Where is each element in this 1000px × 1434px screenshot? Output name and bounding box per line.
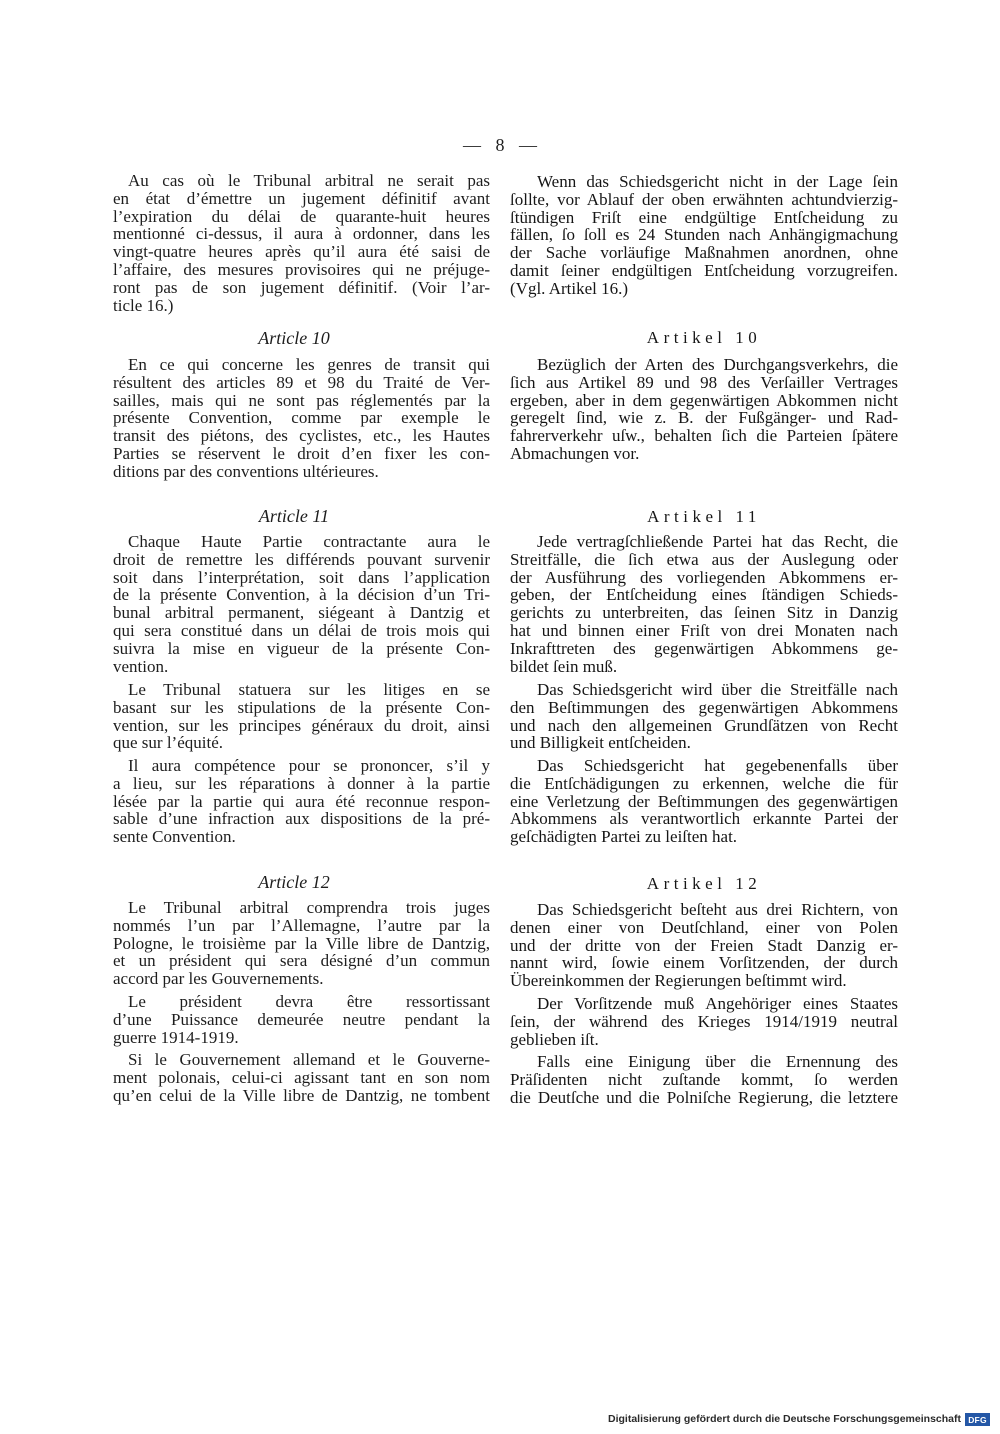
text-line: qui sera constitué dans un délai de trois mois qui	[113, 620, 490, 640]
text-line: ergeben, aber in dem gegenwärtigen Abkommen nicht	[510, 390, 898, 410]
paragraph	[510, 356, 898, 463]
text-line: vention, sur les principes généraux du droit, ainsi	[113, 715, 490, 735]
text-line: Der Vorſitzende muß Angehöriger eines Staates	[537, 994, 898, 1013]
text-line: Das Schiedsgericht hat gegebenenfalls über	[537, 756, 898, 775]
article-heading: Artikel 12	[646, 874, 762, 893]
text-line: Le Tribunal statuera sur les litiges en se	[128, 680, 490, 699]
text-line: Si le Gouvernement allemand et le Gouverne-	[128, 1050, 490, 1069]
text-line: accord par les Gouvernements.	[113, 969, 324, 989]
text-line: fällen, ſo ſoll es 24 Stunden nach Anhängigmachung	[510, 225, 898, 245]
text-line: vention.	[113, 656, 169, 676]
text-line: ſein, der während des Krieges 1914/1919 neutral	[510, 1011, 898, 1031]
text-line: bildet ſein muß.	[510, 656, 618, 676]
text-line: bunal arbitral permanent, siégeant à Dantzig et	[113, 603, 490, 623]
text-line: et un président qui sera désigné d’un commun	[113, 951, 490, 971]
paragraph	[510, 1053, 898, 1106]
text-line: ſtündigen Friſt eine endgültige Entſcheidung zu	[510, 207, 898, 227]
text-line: ſich aus Artikel 89 und 98 des Verſailler Vertrages	[510, 372, 898, 392]
text-line: Jede vertragſchließende Partei hat das Recht, die	[537, 532, 898, 551]
text-line: vingt-quatre heures après qu’il aura été saisi de	[113, 242, 490, 262]
text-line: qu’en celui de la Ville libre de Dantzig, ne tombent	[113, 1085, 490, 1105]
text-line: (Vgl. Artikel 16.)	[510, 278, 629, 298]
text-line: Inkrafttreten des gegenwärtigen Abkommens ge-	[510, 638, 898, 658]
paragraph	[113, 757, 490, 846]
text-line: droit de remettre les différends pouvant survenir	[113, 549, 490, 569]
text-line: Das Schiedsgericht wird über die Streitfälle nach	[537, 680, 898, 699]
dfg-logo	[965, 1413, 990, 1426]
text-line: a lieu, sur les réparations à donner à la partie	[113, 773, 490, 793]
text-line: Le président devra être ressortissant	[128, 992, 490, 1011]
paragraph	[113, 681, 490, 752]
text-line: und der dritte von der Freien Stadt Danzig er-	[510, 935, 898, 955]
paragraph	[113, 533, 490, 675]
text-line: und nach den allgemeinen Grundſätzen von Recht	[510, 715, 898, 735]
text-line: guerre 1914-1919.	[113, 1027, 239, 1047]
article-heading: Artikel 11	[647, 507, 761, 526]
text-line: l’affaire, des mesures provisoires qui ne préjuge-	[113, 259, 490, 279]
text-line: Il aura compétence pour se prononcer, s’il y	[128, 756, 490, 775]
paragraph	[113, 172, 490, 314]
text-line: résultent des articles 89 et 98 du Traité de Ver-	[113, 372, 490, 392]
text-line: und Billigkeit entſcheiden.	[510, 733, 691, 753]
text-line: Abkommens als verantwortlich erkannte Partei der	[510, 809, 898, 829]
text-line: Das Schiedsgericht beſteht aus drei Richtern, von	[537, 900, 898, 919]
text-line: Pologne, le troisième par la Ville libre de Dantzig,	[113, 933, 490, 953]
text-line: ſollte, vor Ablauf der oben erwähnten achtundvierzig-	[510, 189, 898, 209]
text-line: suivra la mise en vigueur de la présente Con-	[113, 638, 490, 658]
digitization-credit: Digitalisierung gefördert durch die Deutsche Forschungsgemeinschaft	[608, 1413, 961, 1425]
text-line: geben, der Entſcheidung eines ſtändigen Schieds-	[510, 585, 898, 605]
text-line: que sur l’équité.	[113, 733, 223, 753]
text-line: Falls eine Einigung über die Ernennung des	[537, 1052, 898, 1071]
paragraph	[113, 356, 490, 481]
paragraph	[510, 757, 898, 846]
text-line: Le Tribunal arbitral comprendra trois juges	[128, 898, 490, 917]
page-number: — 8 —	[463, 135, 537, 155]
text-line: hat und binnen einer Friſt von drei Monaten nach	[510, 620, 898, 640]
text-line: ditions par des conventions ultérieures.	[113, 461, 379, 481]
paragraph	[510, 681, 898, 752]
text-line: basant sur les stipulations de la présente Con-	[113, 697, 490, 717]
text-line: nommés l’un par l’Allemagne, l’autre par la	[113, 915, 490, 935]
text-line: fahrerverkehr uſw., behalten ſich die Parteien ſpätere	[510, 426, 898, 446]
text-line: Präſidenten nicht zuſtande kommt, ſo werden	[510, 1069, 898, 1089]
text-line: mentionné ci-dessus, il aura à ordonner, dans les	[113, 224, 490, 244]
paragraph	[510, 901, 898, 990]
text-line: ment polonais, celui-ci agissant tant en son nom	[113, 1067, 490, 1087]
paragraph	[510, 173, 898, 298]
text-line: eine Verletzung der Beſtimmungen des gegenwärtigen	[510, 791, 898, 811]
text-line: sente Convention.	[113, 827, 236, 847]
text-line: geblieben iſt.	[510, 1029, 599, 1049]
text-line: lésée par la partie qui aura été reconnue respon-	[113, 791, 490, 811]
text-line: sailles, mais qui ne sont pas réglementés par la	[113, 390, 490, 410]
text-line: Streitfälle, die ſich etwa aus der Auslegung oder	[510, 549, 898, 569]
article-heading: Artikel 10	[646, 328, 762, 347]
text-line: Übereinkommen der Regierungen beſtimmt wird.	[510, 971, 847, 991]
text-line: de la présente Convention, à la décision d’un Tri-	[113, 585, 490, 605]
article-heading: Article 11	[258, 506, 330, 526]
text-line: En ce qui concerne les genres de transit qui	[128, 355, 490, 374]
text-line: die Deutſche und die Polniſche Regierung, die letztere	[510, 1087, 898, 1107]
text-line: présente Convention, comme par exemple le	[113, 408, 490, 428]
dfg-logo-text: DFG	[968, 1414, 987, 1425]
text-line: denen einer von Deutſchland, einer von Polen	[510, 917, 898, 937]
paragraph	[113, 993, 490, 1046]
text-line: d’une Puissance demeurée neutre pendant la	[113, 1009, 490, 1029]
text-line: nannt wird, ſowie einem Vorſitzenden, der durch	[510, 953, 898, 973]
article-heading: Article 10	[258, 328, 330, 348]
text-line: transit des piétons, des cyclistes, etc., les Hautes	[113, 426, 490, 446]
text-line: en état d’émettre un jugement définitif avant	[113, 188, 490, 208]
text-line: der Sache vorläufige Maßnahmen anordnen, ohne	[510, 243, 898, 263]
french-column	[113, 0, 490, 1434]
text-line: Wenn das Schiedsgericht nicht in der Lage ſein	[537, 172, 898, 191]
text-line: Parties se réservent le droit d’en fixer les con-	[113, 443, 490, 463]
text-line: geſchädigten Partei zu leiſten hat.	[510, 827, 738, 847]
text-line: damit ſeiner endgültigen Entſcheidung vorzugreifen.	[510, 260, 898, 280]
paragraph	[510, 533, 898, 675]
text-line: die Entſchädigungen zu erkennen, welche die für	[510, 773, 898, 793]
text-line: Chaque Haute Partie contractante aura le	[128, 532, 490, 551]
text-line: soit dans l’interprétation, soit dans l’application	[113, 567, 490, 587]
text-line: Bezüglich der Arten des Durchgangsverkehrs, die	[537, 355, 898, 374]
text-line: gerichts zu unterbreiten, das ſeinen Sitz in Danzig	[510, 603, 898, 623]
paragraph	[510, 995, 898, 1048]
article-heading: Article 12	[258, 872, 330, 892]
text-line: Au cas où le Tribunal arbitral ne serait pas	[128, 171, 490, 190]
paragraph	[113, 1051, 490, 1104]
digitization-footer	[608, 1413, 990, 1426]
text-line: geregelt ſind, wie z. B. der Fußgänger- und Rad-	[510, 408, 898, 428]
text-line: der Ausführung des vorliegenden Abkommens er-	[510, 567, 898, 587]
text-line: den Beſtimmungen des gegenwärtigen Abkommens	[510, 697, 898, 717]
text-line: Abmachungen vor.	[510, 443, 640, 463]
text-line: ticle 16.)	[113, 295, 174, 315]
text-line: ront pas de son jugement définitif. (Voir l’ar-	[113, 277, 490, 297]
german-column	[510, 0, 898, 1434]
text-line: l’expiration du délai de quarante-huit heures	[113, 206, 490, 226]
paragraph	[113, 899, 490, 988]
text-line: sable d’une infraction aux dispositions de la pré-	[113, 809, 490, 829]
